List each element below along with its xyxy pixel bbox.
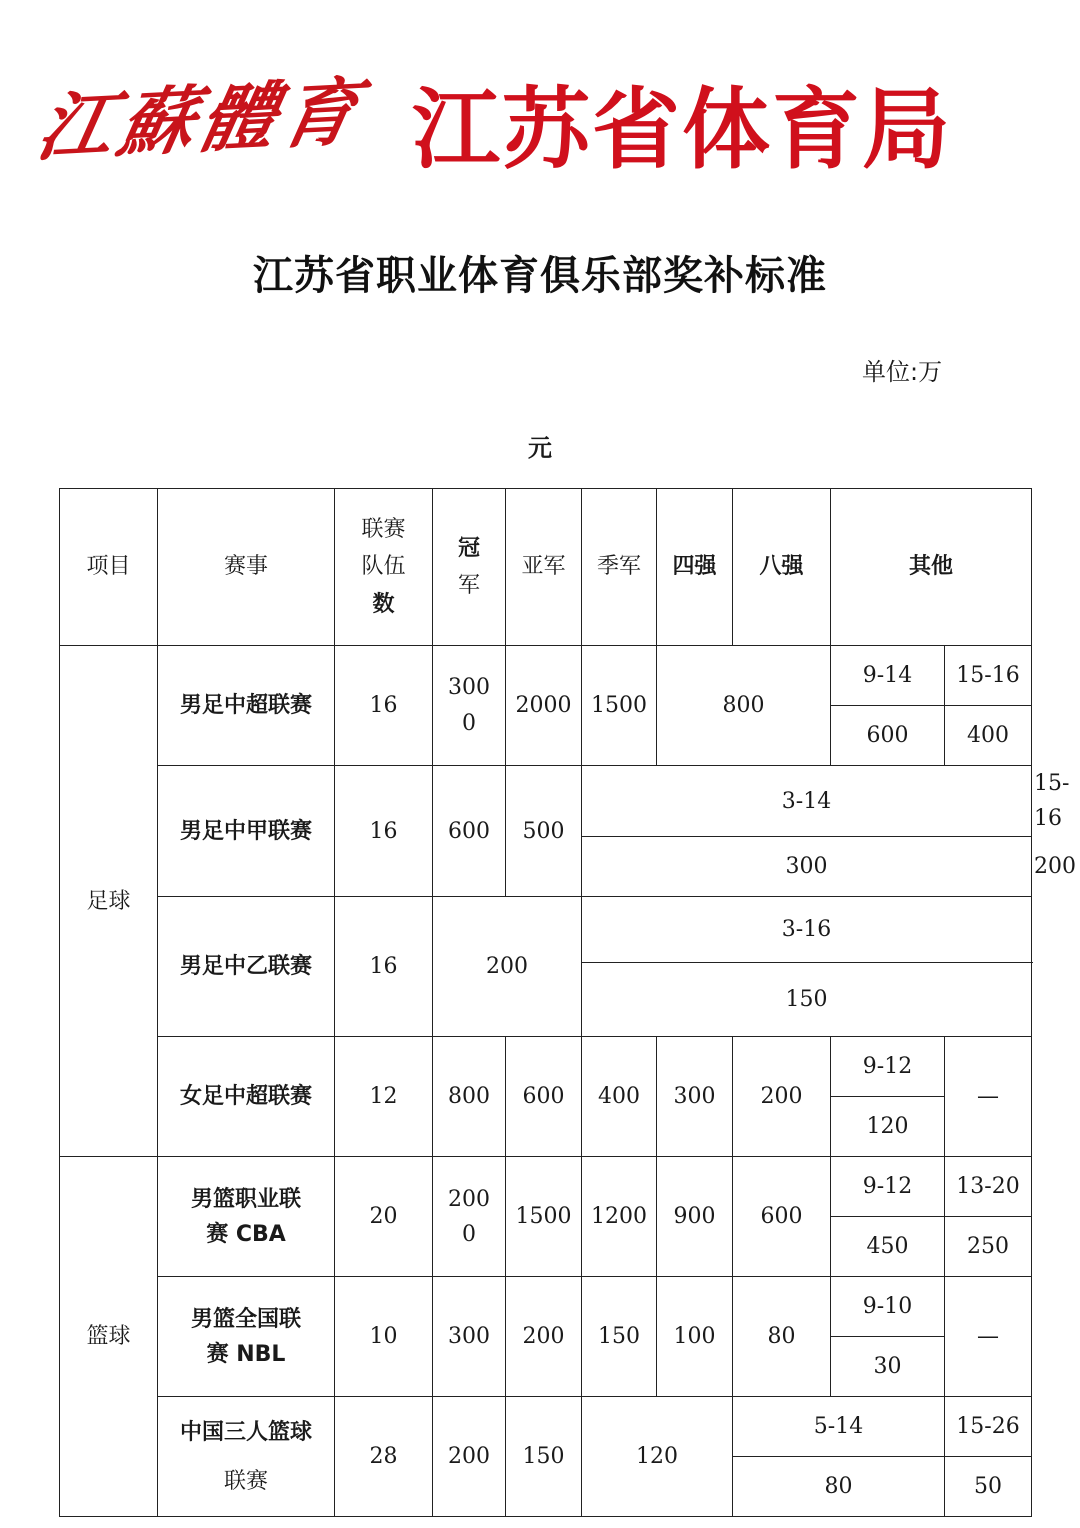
table-row: 男篮全国联 赛 NBL 10 300 200 150 100 80 9-10 —	[60, 1277, 1032, 1337]
table-row: 450 250	[60, 1217, 1032, 1277]
event-league1: 男足中甲联赛	[158, 766, 335, 897]
table-row: 男足中甲联赛 16 600 500 3-14 15-16	[60, 766, 1032, 837]
unit-label: 单位:万	[862, 358, 943, 386]
event-league2: 男足中乙联赛	[158, 897, 335, 1037]
sport-football: 足球	[60, 646, 158, 1157]
table-row: 80 50	[60, 1457, 1032, 1517]
header-top8: 八强	[733, 489, 831, 646]
table-row: 足球 男足中超联赛 16 300 0 2000 1500 800 9-14 15-16	[60, 646, 1032, 706]
table-row: 300 200	[60, 837, 1032, 897]
bureau-name: 江苏省体育局	[412, 78, 953, 181]
table-row: 男足中乙联赛 16 200 3-16	[60, 897, 1032, 963]
header-runner-up: 亚军	[506, 489, 582, 646]
header-top4: 四强	[657, 489, 733, 646]
event-csl: 男足中超联赛	[158, 646, 335, 766]
table-row: 30	[60, 1337, 1032, 1397]
table-row: 120	[60, 1097, 1032, 1157]
header-item: 项目	[60, 489, 158, 646]
calligraphy-logo: 江蘇體育	[30, 69, 372, 172]
document-title: 江苏省职业体育俱乐部奖补标准	[253, 253, 827, 299]
header-teams: 联赛 队伍 数	[335, 489, 433, 646]
event-cba: 男篮职业联 赛 CBA	[158, 1157, 335, 1277]
header-row	[60, 489, 1032, 646]
table-row: 篮球 男篮职业联 赛 CBA 20 200 0 1500 1200 900 600 9-12 13-20	[60, 1157, 1032, 1217]
event-3x3: 中国三人篮球 联赛	[158, 1397, 335, 1517]
event-wsl: 女足中超联赛	[158, 1037, 335, 1157]
table-row: 女足中超联赛 12 800 600 400 300 200 9-12 —	[60, 1037, 1032, 1097]
header-event: 赛事	[158, 489, 335, 646]
header-third: 季军	[582, 489, 657, 646]
table-row: 600 400	[60, 706, 1032, 766]
sport-basketball: 篮球	[60, 1157, 158, 1517]
header-other: 其他	[831, 489, 1032, 646]
subsidy-table	[59, 488, 1077, 1517]
header-champion: 冠 军	[433, 489, 506, 646]
event-nbl: 男篮全国联 赛 NBL	[158, 1277, 335, 1397]
table-row: 150	[60, 963, 1032, 1037]
letterhead	[30, 60, 1000, 181]
unit-label-wrap: 元	[528, 434, 552, 462]
table-row: 中国三人篮球 联赛 28 200 150 120 5-14 15-26	[60, 1397, 1032, 1457]
